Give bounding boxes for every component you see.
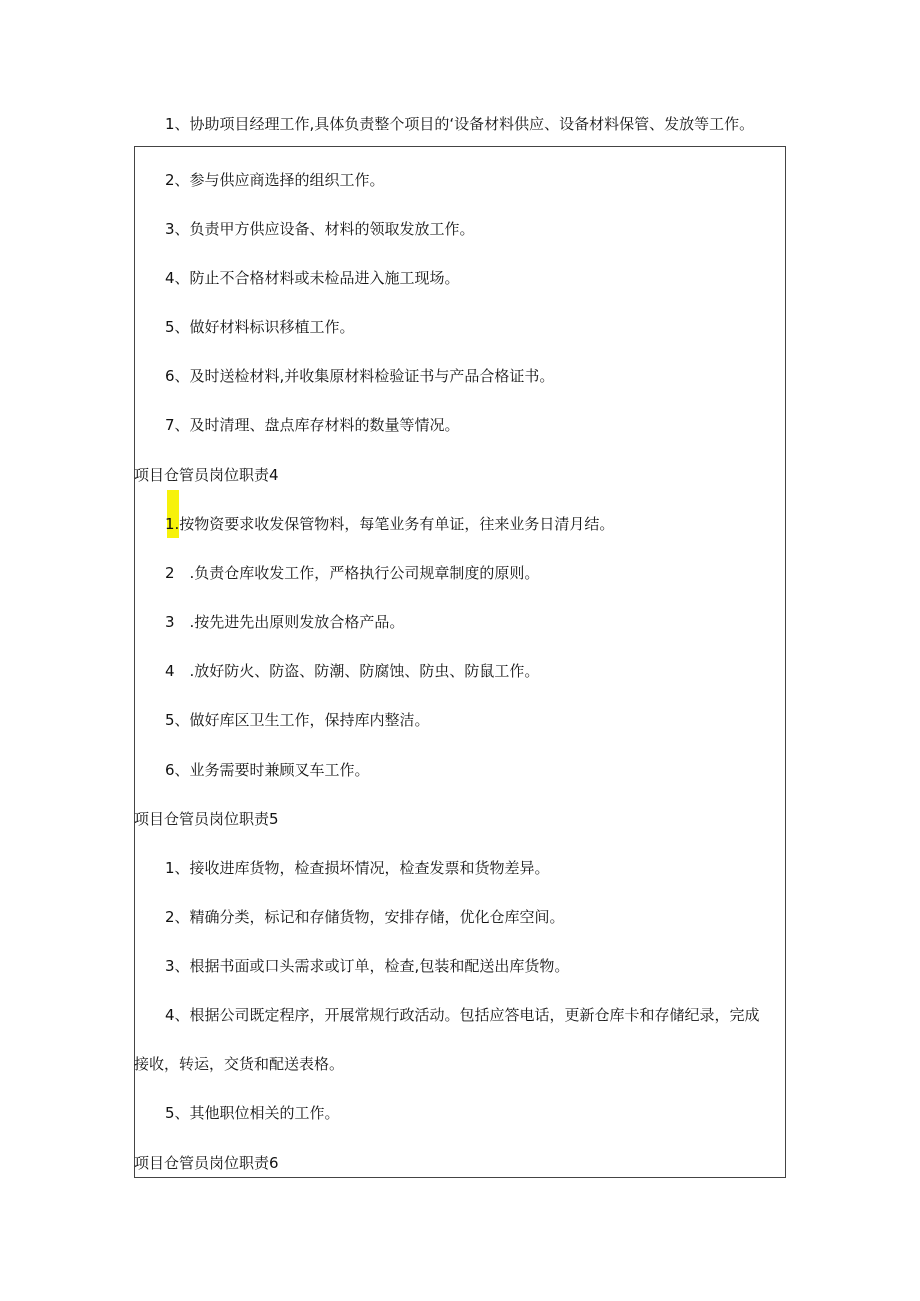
duty-item-1: 1、接收进库货物，检查损坏情况，检查发票和货物差异。 bbox=[165, 859, 550, 877]
duty-item-6: 6、及时送检材料,并收集原材料检验证书与产品合格证书。 bbox=[165, 367, 555, 385]
duty-item-5: 5、做好库区卫生工作，保持库内整洁。 bbox=[165, 711, 430, 729]
duty-item-3: 3、根据书面或口头需求或订单，检查,包装和配送出库货物。 bbox=[165, 957, 570, 975]
duty-item-6: 6、业务需要时兼顾叉车工作。 bbox=[165, 761, 370, 779]
duty-item-1: 1.按物资要求收发保管物料，每笔业务有单证，往来业务日清月结。 bbox=[165, 515, 615, 533]
duty-item-3: 3 .按先进先出原则发放合格产品。 bbox=[165, 613, 405, 631]
duty-item-4: 4、防止不合格材料或未检品进入施工现场。 bbox=[165, 269, 460, 287]
duty-item-5: 5、做好材料标识移植工作。 bbox=[165, 318, 355, 336]
duty-item-4-continued: 接收，转运，交货和配送表格。 bbox=[134, 1055, 345, 1073]
duty-item-3: 3、负责甲方供应设备、材料的领取发放工作。 bbox=[165, 220, 475, 238]
section-heading-5: 项目仓管员岗位职责5 bbox=[134, 810, 279, 828]
section-heading-6: 项目仓管员岗位职责6 bbox=[134, 1154, 279, 1172]
duty-item-4: 4 .放好防火、防盗、防潮、防腐蚀、防虫、防鼠工作。 bbox=[165, 662, 540, 680]
duty-item-2: 2 .负责仓库收发工作，严格执行公司规章制度的原则。 bbox=[165, 564, 540, 582]
duty-item-2: 2、精确分类，标记和存储货物，安排存储，优化仓库空间。 bbox=[165, 908, 565, 926]
duty-item-7: 7、及时清理、盘点库存材料的数量等情况。 bbox=[165, 416, 460, 434]
duty-item-4: 4、根据公司既定程序，开展常规行政活动。包括应答电话，更新仓库卡和存储纪录，完成 bbox=[165, 1006, 760, 1024]
duty-item-5: 5、其他职位相关的工作。 bbox=[165, 1104, 340, 1122]
duty-item-2: 2、参与供应商选择的组织工作。 bbox=[165, 171, 385, 189]
duty-item-1: 1、协助项目经理工作,具体负责整个项目的‘设备材料供应、设备材料保管、发放等工作。 bbox=[165, 115, 755, 133]
section-heading-4: 项目仓管员岗位职责4 bbox=[134, 466, 279, 484]
